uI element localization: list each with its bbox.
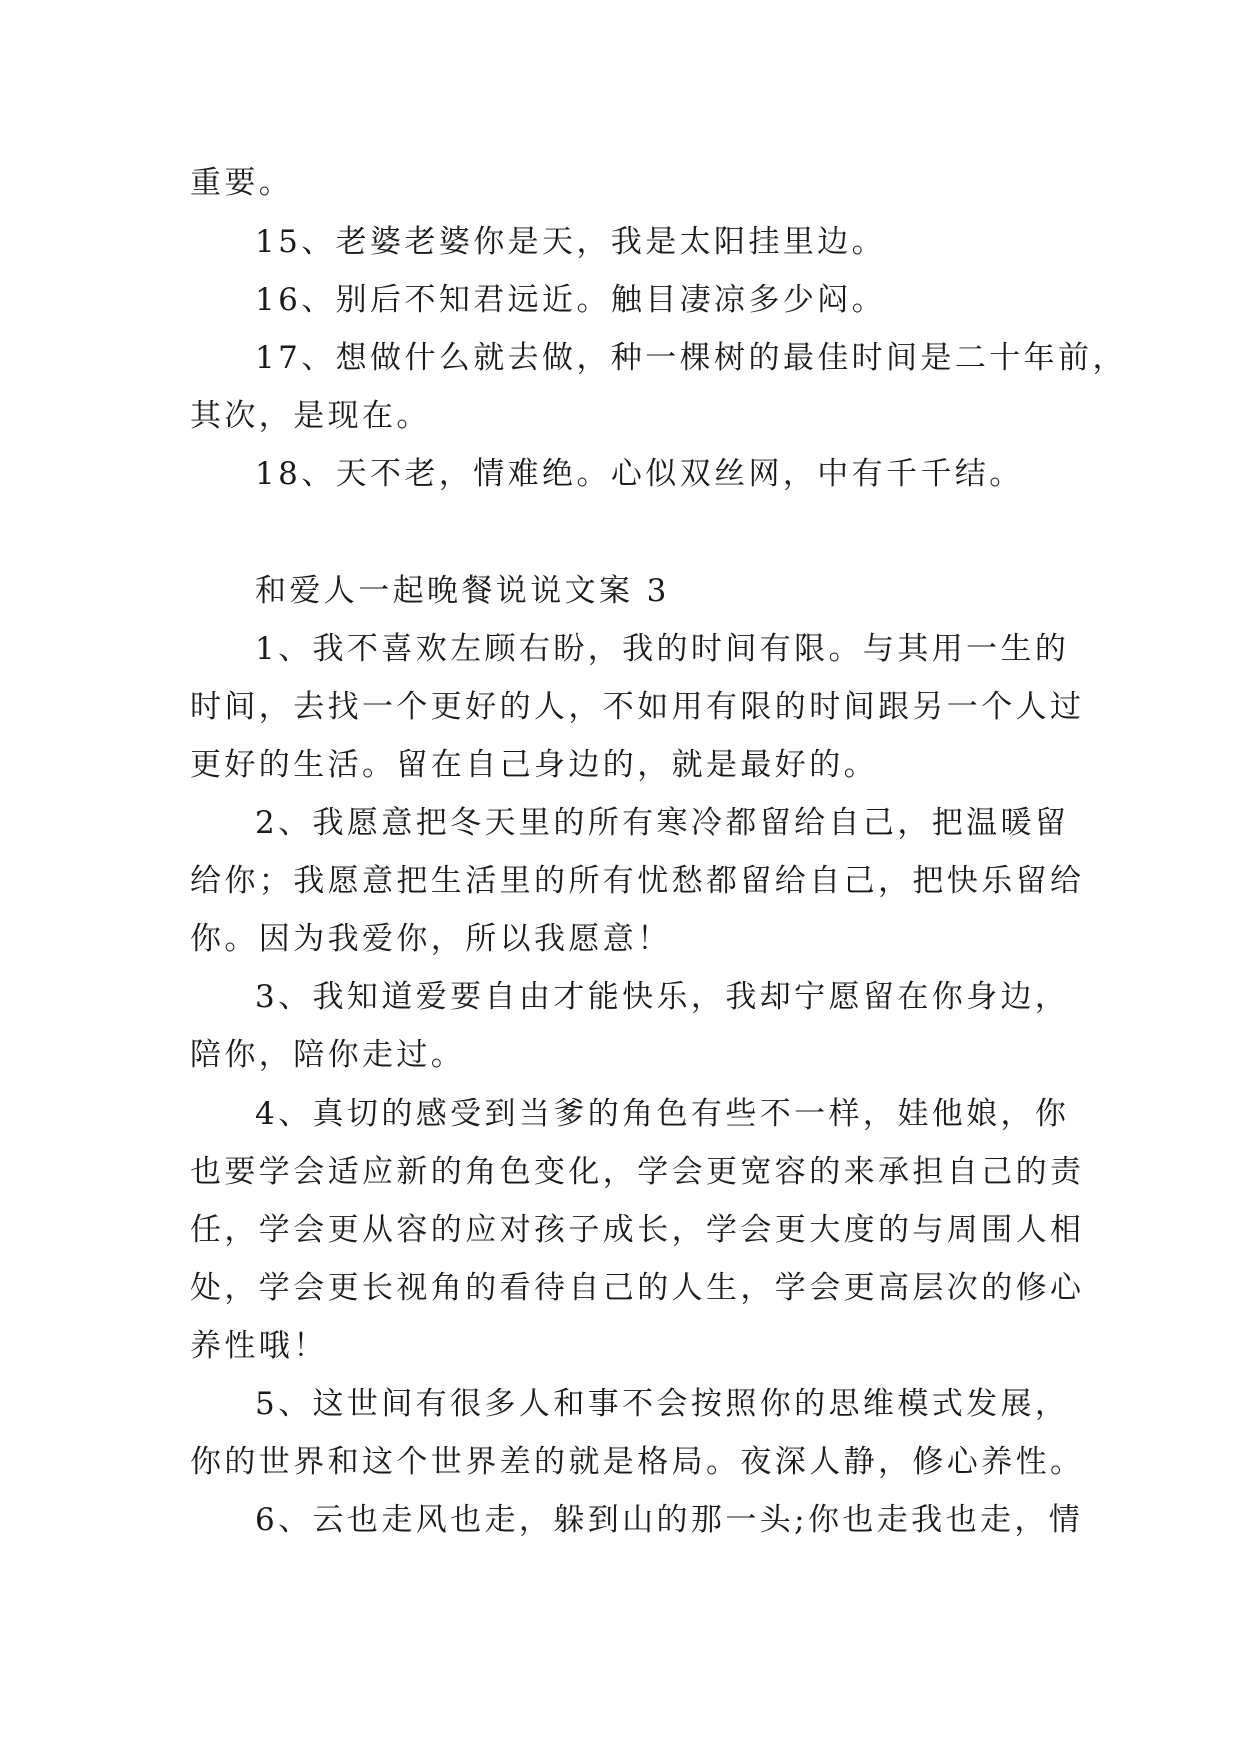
text-line: 你的世界和这个世界差的就是格局。夜深人静，修心养性。 bbox=[190, 1444, 1085, 1480]
list-item: 3、我知道爱要自由才能快乐，我却宁愿留在你身边， bbox=[255, 979, 1070, 1015]
section-heading: 和爱人一起晚餐说说文案 3 bbox=[255, 573, 670, 609]
text-line: 也要学会适应新的角色变化，学会更宽容的来承担自己的责 bbox=[190, 1154, 1085, 1190]
list-item: 1、我不喜欢左顾右盼，我的时间有限。与其用一生的 bbox=[255, 631, 1070, 667]
text-line: 重要。 bbox=[190, 165, 294, 201]
list-item: 6、云也走风也走，躲到山的那一头;你也走我也走，情 bbox=[255, 1502, 1084, 1538]
text-line: 处，学会更长视角的看待自己的人生，学会更高层次的修心 bbox=[190, 1270, 1085, 1306]
list-item: 4、真切的感受到当爹的角色有些不一样，娃他娘，你 bbox=[255, 1096, 1070, 1132]
list-item: 18、天不老，情难绝。心似双丝网，中有千千结。 bbox=[255, 456, 1024, 492]
text-line: 时间，去找一个更好的人，不如用有限的时间跟另一个人过 bbox=[190, 689, 1085, 725]
list-item: 15、老婆老婆你是天，我是太阳挂里边。 bbox=[255, 224, 887, 260]
text-line: 其次，是现在。 bbox=[190, 398, 431, 434]
list-item: 5、这世间有很多人和事不会按照你的思维模式发展， bbox=[255, 1386, 1070, 1422]
text-line: 更好的生活。留在自己身边的，就是最好的。 bbox=[190, 747, 878, 783]
text-line: 养性哦！ bbox=[190, 1328, 328, 1364]
text-line: 陪你，陪你走过。 bbox=[190, 1037, 466, 1073]
list-item: 17、想做什么就去做，种一棵树的最佳时间是二十年前， bbox=[255, 340, 1127, 376]
text-line: 你。因为我爱你，所以我愿意！ bbox=[190, 921, 672, 957]
text-line: 任，学会更从容的应对孩子成长，学会更大度的与周围人相 bbox=[190, 1212, 1085, 1248]
list-item: 16、别后不知君远近。触目凄凉多少闷。 bbox=[255, 282, 887, 318]
text-line: 给你；我愿意把生活里的所有忧愁都留给自己，把快乐留给 bbox=[190, 863, 1085, 899]
list-item: 2、我愿意把冬天里的所有寒冷都留给自己，把温暖留 bbox=[255, 805, 1070, 841]
